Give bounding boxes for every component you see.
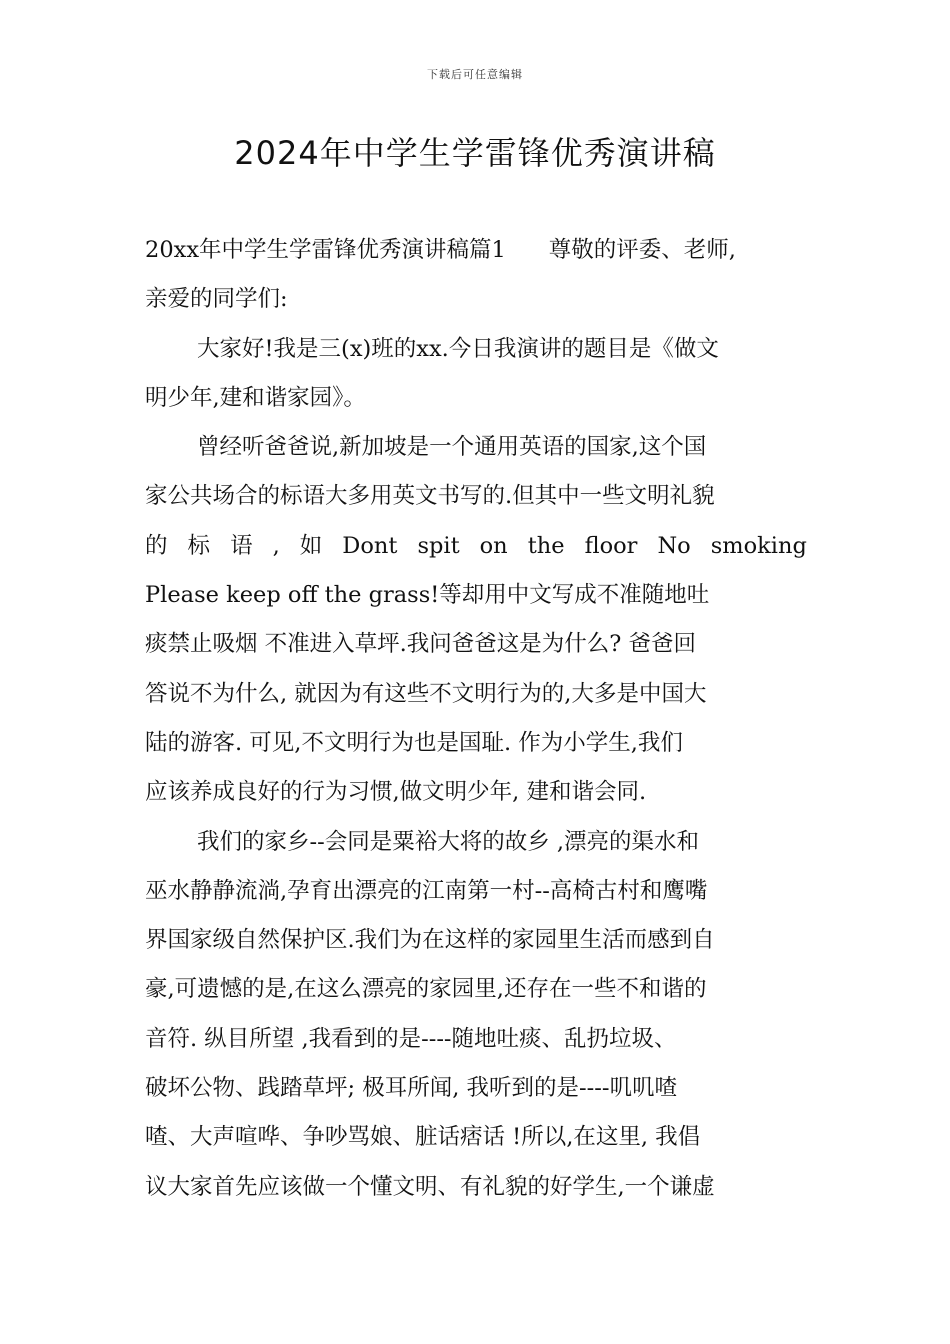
text-line: 界国家级自然保护区.我们为在这样的家园里生活而感到自 — [145, 927, 715, 954]
text-line: 家公共场合的标语大多用英文书写的.但其中一些文明礼貌 — [145, 483, 715, 510]
text-line: 亲爱的同学们: — [145, 286, 288, 313]
document-body — [145, 226, 807, 1212]
text-line: 陆的游客. 可见,不文明行为也是国耻. 作为小学生,我们 — [145, 729, 683, 756]
text-line: 喳、大声喧哗、争吵骂娘、脏话痞话 !所以,在这里, 我倡 — [145, 1124, 701, 1151]
word: Dont — [342, 532, 398, 559]
text-line-justified — [145, 522, 807, 571]
text-line: 议大家首先应该做一个懂文明、有礼貌的好学生,一个谦虚 — [145, 1173, 715, 1200]
word: 标 — [187, 532, 211, 559]
text-line: 明少年,建和谐家园》。 — [145, 384, 366, 411]
text-line: 应该养成良好的行为习惯,做文明少年, 建和谐会同. — [145, 779, 647, 806]
word: 语 — [230, 532, 253, 559]
word: the — [527, 532, 565, 559]
word: on — [479, 532, 508, 559]
text-line: 破坏公物、践踏草坪; 极耳所闻, 我听到的是----叽叽喳 — [145, 1075, 677, 1102]
text-line: 痰禁止吸烟 不准进入草坪.我问爸爸这是为什么? 爸爸回 — [145, 631, 697, 658]
word: smoking — [710, 532, 807, 559]
word: 如 — [299, 532, 323, 559]
text-line: 巫水静静流淌,孕育出漂亮的江南第一村--高椅古村和鹰嘴 — [145, 877, 708, 904]
text-line: 我们的家乡--会同是粟裕大将的故乡 ,漂亮的渠水和 — [197, 828, 700, 855]
text-line: 答说不为什么, 就因为有这些不文明行为的,大多是中国大 — [145, 680, 707, 707]
word: spit — [417, 532, 460, 559]
text-line: 20xx年中学生学雷锋优秀演讲稿篇1 尊敬的评委、老师, — [145, 237, 736, 263]
word: , — [272, 532, 280, 559]
word: floor — [584, 532, 638, 559]
word: No — [657, 532, 691, 559]
text-line: 大家好!我是三(x)班的xx.今日我演讲的题目是《做文 — [197, 335, 719, 362]
text-line: 音符. 纵目所望 ,我看到的是----随地吐痰、乱扔垃圾、 — [145, 1025, 677, 1052]
document-title: 2024年中学生学雷锋优秀演讲稿 — [234, 134, 716, 172]
header-note: 下载后可任意编辑 — [427, 68, 523, 81]
text-line: 豪,可遗憾的是,在这么漂亮的家园里,还存在一些不和谐的 — [145, 976, 707, 1003]
word: 的 — [145, 532, 168, 559]
text-line: 曾经听爸爸说,新加坡是一个通用英语的国家,这个国 — [197, 434, 707, 461]
text-line: Please keep off the grass!等却用中文写成不准随地吐 — [145, 582, 710, 609]
